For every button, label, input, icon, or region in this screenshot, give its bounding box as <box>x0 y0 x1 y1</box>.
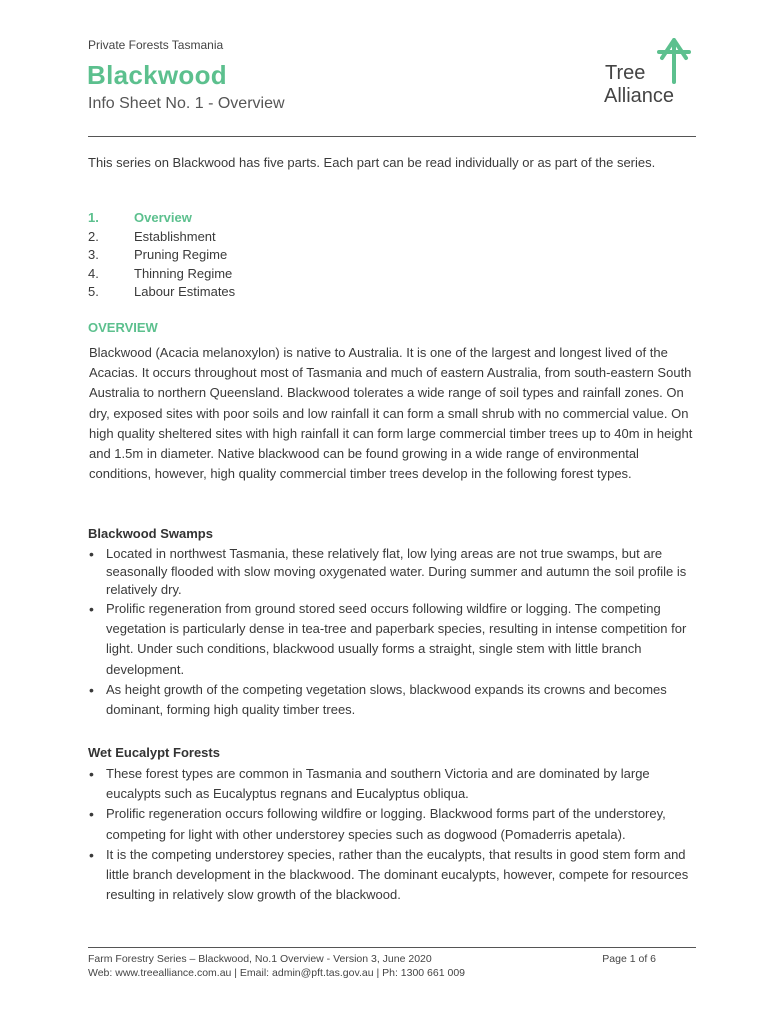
list-item-text: Located in northwest Tasmania, these relatively flat, low lying areas are not true swamps, but are seasonally flooded with slow moving oxygenated water. During summer and autumn the soil profile is relatively dry. <box>106 546 687 597</box>
toc-item-number: 2. <box>88 228 99 244</box>
wet-eucalypt-forests-section <box>88 745 703 905</box>
list-item-text: Prolific regeneration occurs following wildfire or logging. Blackwood forms part of the understorey, competing for light with other understorey species such as dogwood (Pomaderris apetala). <box>106 806 666 842</box>
document-subtitle: Info Sheet No. 1 - Overview <box>88 95 285 112</box>
logo-text-alliance: Alliance <box>604 85 675 107</box>
tree-alliance-logo-icon <box>654 38 694 84</box>
series-contents-list <box>88 209 235 302</box>
tree-alliance-logo <box>600 38 700 110</box>
bullet-icon: • <box>89 681 94 698</box>
footer-divider <box>88 947 696 948</box>
toc-item-label: Thinning Regime <box>134 265 233 281</box>
bullet-list <box>88 764 703 905</box>
footer-series-info: Farm Forestry Series – Blackwood, No.1 Overview - Version 3, June 2020 <box>88 953 432 965</box>
list-item <box>88 545 703 599</box>
list-item-text: As height growth of the competing vegetation slows, blackwood expands its crowns and becomes dominant, forming high quality timber trees. <box>106 681 667 718</box>
blackwood-swamps-section <box>88 526 703 720</box>
bullet-icon: • <box>89 846 94 863</box>
list-item <box>88 804 703 844</box>
section-heading: Wet Eucalypt Forests <box>88 745 220 760</box>
page-footer <box>88 952 696 980</box>
toc-item-label: Labour Estimates <box>134 284 236 299</box>
bullet-icon: • <box>89 601 94 617</box>
toc-item-number: 3. <box>88 247 99 262</box>
list-item <box>88 680 703 720</box>
list-item-text: It is the competing understorey species, rather than the eucalypts, that results in good stem form and little branch development in the blackwood. The dominant eucalypts, however, compete for resources resulting in relatively slow growth of the blackwood. <box>106 846 689 903</box>
toc-item-label: Overview <box>134 210 192 225</box>
list-item-text: These forest types are common in Tasmania and southern Victoria and are dominated by large eucalypts such as Eucalyptus regnans and Eucalyptus obliqua. <box>106 766 650 802</box>
overview-heading: OVERVIEW <box>88 320 158 335</box>
page-number: Page 1 of 6 <box>602 953 656 965</box>
bullet-icon: • <box>89 546 94 562</box>
toc-item-number: 1. <box>88 210 99 225</box>
list-item <box>88 845 703 906</box>
toc-item <box>88 265 235 284</box>
bullet-icon: • <box>89 766 94 782</box>
toc-item <box>88 209 235 228</box>
toc-item-label: Establishment <box>134 228 216 244</box>
logo-text-tree: Tree <box>605 62 646 84</box>
toc-item-number: 4. <box>88 265 99 281</box>
toc-item <box>88 246 235 265</box>
document-title: Blackwood <box>87 60 227 90</box>
overview-paragraph: Blackwood (Acacia melanoxylon) is native to Australia. It is one of the largest and longest lived of the Acacias. It occurs throughout most of Tasmania and much of eastern Australia, from south-eastern South Australia to northern Queensland. Blackwood tolerates a wide range of soil types and rainfall zones. On dry, exposed sites with poor soils and low rainfall it can form a small shrub with no commercial value. On high quality sheltered sites with high rainfall it can form large commercial timber trees up to 40m in height and 1.5m in diameter. Native blackwood can be found growing in a wide range of environmental conditions, however, high quality commercial timber trees develop in the following forest types. <box>89 345 693 482</box>
footer-contact-info: Web: www.treealliance.com.au | Email: admin@pft.tas.gov.au | Ph: 1300 661 009 <box>88 967 466 979</box>
bullet-list <box>88 545 703 720</box>
list-item <box>88 599 703 680</box>
toc-item <box>88 228 235 247</box>
toc-item <box>88 283 235 302</box>
bullet-icon: • <box>89 806 94 823</box>
header-divider <box>88 136 696 137</box>
organization-name: Private Forests Tasmania <box>88 38 224 52</box>
intro-paragraph: This series on Blackwood has five parts. Each part can be read individually or as part of the series. <box>88 155 656 170</box>
list-item <box>88 764 703 804</box>
list-item-text: Prolific regeneration from ground stored seed occurs following wildfire or logging. The competing vegetation is particularly dense in tea-tree and paperbark species, resulting in intense competition for light. Under such conditions, blackwood usually forms a straight, single stem with little branch development. <box>106 601 687 677</box>
toc-item-label: Pruning Regime <box>134 247 228 262</box>
toc-item-number: 5. <box>88 284 99 299</box>
section-heading: Blackwood Swamps <box>88 526 213 541</box>
